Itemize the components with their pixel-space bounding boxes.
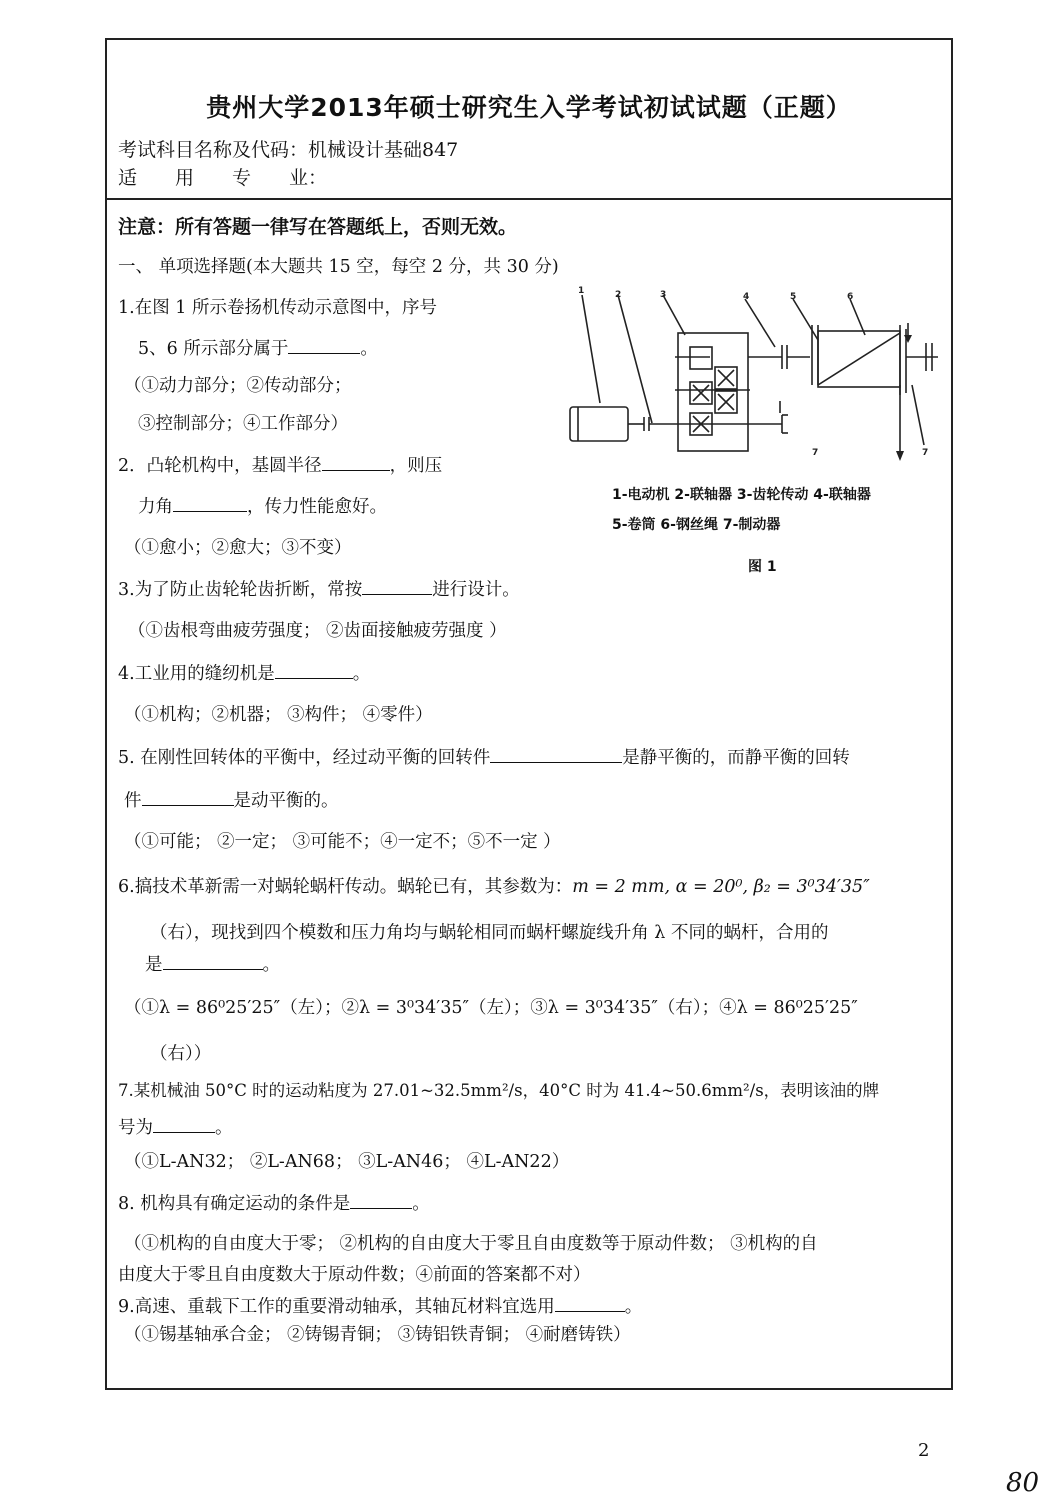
q2-line1: 2．凸轮机构中，基圆半径 ，则压 bbox=[118, 456, 443, 476]
fig-label-5: 5 bbox=[790, 292, 797, 302]
q6-options-end: （右）） bbox=[150, 1044, 212, 1064]
notice: 注意：所有答题一律写在答题纸上，否则无效。 bbox=[118, 216, 518, 238]
fig-label-7b: 7 bbox=[922, 448, 929, 458]
figure-legend-1: 1-电动机 2-联轴器 3-齿轮传动 4-联轴器 bbox=[612, 487, 871, 503]
q2-line2: 力角 ，传力性能愈好。 bbox=[138, 497, 387, 517]
fig-label-6: 6 bbox=[847, 292, 854, 302]
q5-options: （①可能； ②一定； ③可能不；④一定不；⑤不一定 ） bbox=[124, 832, 561, 852]
q9-options: （①锡基轴承合金； ②铸锡青铜； ③铸铝铁青铜； ④耐磨铸铁） bbox=[124, 1325, 631, 1345]
section-heading: 一、 单项选择题(本大题共 15 空，每空 2 分，共 30 分) bbox=[118, 257, 559, 277]
q3-options: （①齿根弯曲疲劳强度； ②齿面接触疲劳强度 ） bbox=[128, 621, 507, 641]
exam-title: 贵州大学2013年硕士研究生入学考试初试试题（正题） bbox=[206, 93, 852, 122]
q8-line: 8. 机构具有确定运动的条件是 。 bbox=[118, 1194, 430, 1214]
q1-options-2: ③控制部分；④工作部分） bbox=[138, 414, 348, 434]
figure-legend-2: 5-卷筒 6-钢丝绳 7-制动器 bbox=[612, 517, 781, 533]
hoist-diagram bbox=[560, 285, 950, 465]
q6-line2: （右），现找到四个模数和压力角均与蜗轮相同而蜗杆螺旋线升角 λ 不同的蜗杆，合用的 bbox=[150, 923, 829, 943]
handwritten-mark: 80 bbox=[1006, 1468, 1040, 1498]
q8-options-2: 由度大于零且自由度数大于原动件数；④前面的答案都不对） bbox=[118, 1265, 591, 1285]
q4-options: （①机构；②机器； ③构件； ④零件） bbox=[124, 705, 433, 725]
subject-line: 考试科目名称及代码：机械设计基础847 bbox=[118, 139, 459, 161]
q1-options-1: （①动力部分；②传动部分； bbox=[124, 376, 352, 396]
q9-line: 9.高速、重载下工作的重要滑动轴承，其轴瓦材料宜选用 。 bbox=[118, 1297, 643, 1317]
fig-label-4: 4 bbox=[743, 292, 750, 302]
fig-label-1: 1 bbox=[578, 286, 585, 296]
q7-options: （①L-AN32； ②L-AN68； ③L-AN46； ④L-AN22） bbox=[124, 1152, 570, 1172]
fig-label-7a: 7 bbox=[812, 448, 819, 458]
q4-line: 4.工业用的缝纫机是 。 bbox=[118, 664, 371, 684]
q6-options: （①λ = 86⁰25′25″（左）；②λ = 3⁰34′35″（左）；③λ = 3⁰34′35″（右）；④λ = 86⁰25′25″ bbox=[124, 998, 858, 1018]
page-number: 2 bbox=[918, 1440, 930, 1461]
header-divider bbox=[105, 198, 953, 200]
major-line: 适 用 专 业： bbox=[118, 167, 328, 189]
q8-options-1: （①机构的自由度大于零； ②机构的自由度大于零且自由度数等于原动件数； ③机构的自 bbox=[124, 1234, 818, 1254]
q7-line1: 7.某机械油 50°C 时的运动粘度为 27.01~32.5mm²/s，40°C 时为 41.4~50.6mm²/s，表明该油的牌 bbox=[118, 1081, 880, 1100]
q1-line2: 5、6 所示部分属于 。 bbox=[138, 339, 378, 359]
fig-label-2: 2 bbox=[615, 290, 622, 300]
q5-line2: 件 是动平衡的。 bbox=[124, 791, 339, 811]
q5-line1: 5. 在刚性回转体的平衡中，经过动平衡的回转件 是静平衡的，而静平衡的回转 bbox=[118, 748, 850, 768]
q6-line1: 6.搞技术革新需一对蜗轮蜗杆传动。蜗轮已有，其参数为：m = 2 mm, α = 20⁰, β₂ = 3⁰34′35″ bbox=[118, 877, 870, 897]
fig-label-3: 3 bbox=[660, 290, 667, 300]
q1-line1: 1.在图 1 所示卷扬机传动示意图中，序号 bbox=[118, 298, 437, 318]
figure-caption: 图 1 bbox=[748, 559, 777, 575]
q3-line: 3.为了防止齿轮轮齿折断，常按 进行设计。 bbox=[118, 580, 520, 600]
q7-line2: 号为 。 bbox=[118, 1118, 233, 1138]
q2-options: （①愈小；②愈大；③不变） bbox=[124, 538, 352, 558]
q6-line3: 是 。 bbox=[145, 955, 280, 975]
